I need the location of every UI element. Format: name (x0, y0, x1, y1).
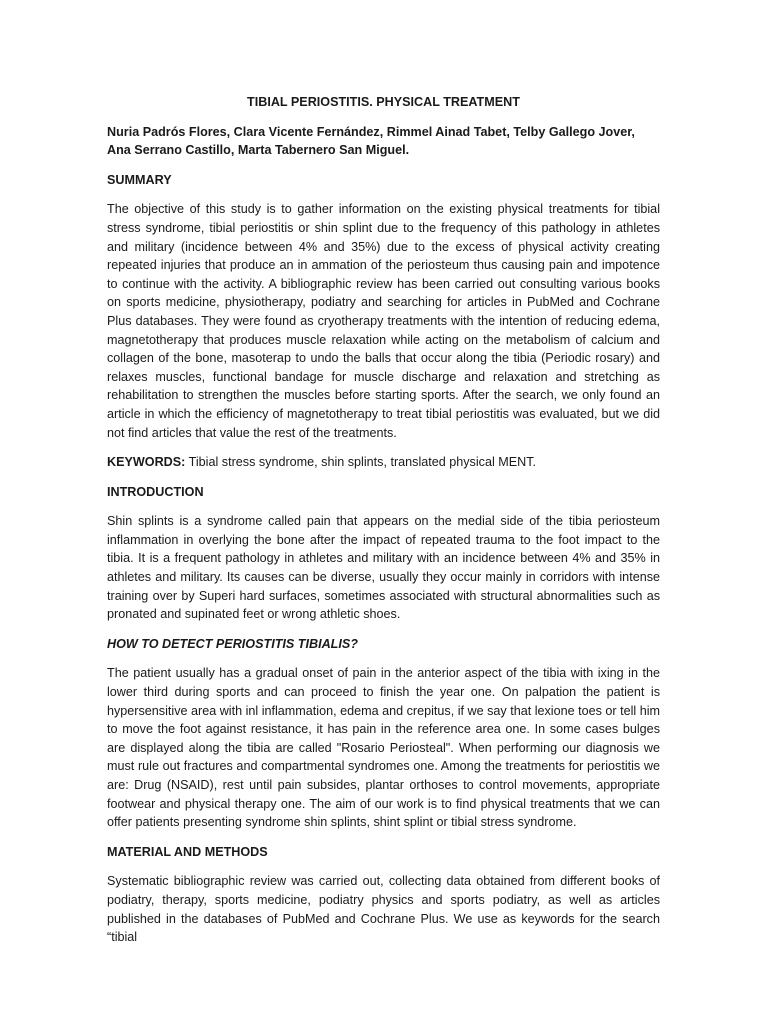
authors-line: Nuria Padrós Flores, Clara Vicente Fernández, Rimmel Ainad Tabet, Telby Gallego Jover, Ana Serrano Castillo, Marta Tabernero San Miguel. (107, 124, 635, 158)
methods-paragraph: Systematic bibliographic review was carried out, collecting data obtained from different books of podiatry, therapy, sports medicine, podiatry physics and sports podiatry, as well as articles published in the databases of PubMed and Cochrane Plus. We use as keywords for the search “tibial (107, 874, 660, 945)
keywords-text: Tibial stress syndrome, shin splints, translated physical MENT. (185, 455, 537, 470)
detect-heading: HOW TO DETECT PERIOSTITIS TIBIALIS? (107, 636, 358, 651)
introduction-heading: INTRODUCTION (107, 484, 204, 499)
summary-paragraph: The objective of this study is to gather information on the existing physical treatments for tibial stress syndrome, tibial periostitis or shin splint due to the frequency of this pathology in athletes and military (incidence between 4% and 35%) due to the excess of physical activity creating repeated injuries that produce an in ammation of the periosteum thus causing pain and impotence to continue with the activity. A bibliographic review has been carried out consulting various books on sports medicine, physiotherapy, podiatry and searching for articles in PubMed and Cochrane Plus databases. They were found as cryotherapy treatments with the intention of reducing edema, magnetotherapy that produces muscle relaxation while acting on the metabolism of calcium and collagen of the bone, masoterap to undo the balls that occur along the tibia (Periodic rosary) and relaxes muscles, functional bandage for muscle discharge and relaxation and stretching as rehabilitation to strengthen the muscles before starting sports. After the search, we only found an article in which the efficiency of magnetotherapy to treat tibial periostitis was evaluated, but we did not find articles that value the rest of the treatments. (107, 202, 660, 440)
summary-heading: SUMMARY (107, 172, 172, 187)
keywords-line (107, 453, 660, 472)
keywords-label: KEYWORDS: (107, 455, 186, 470)
methods-heading: MATERIAL AND METHODS (107, 844, 268, 859)
introduction-paragraph: Shin splints is a syndrome called pain that appears on the medial side of the tibia periosteum inflammation in overlying the bone after the impact of repeated trauma to the foot impact to the tibia. It is a frequent pathology in athletes and military with an incidence between 4% and 35% in athletes and military. Its causes can be diverse, usually they occur mainly in corridors with intense training over by Superi hard surfaces, sometimes associated with structural abnormalities such as pronated and supinated feet or wrong athletic shoes. (107, 514, 660, 622)
detect-paragraph: The patient usually has a gradual onset of pain in the anterior aspect of the tibia with ixing in the lower third during sports and can proceed to finish the year one. On palpation the patient is hypersensitive area with inl inflammation, edema and crepitus, if we say that lexione toes or tell him to move the foot against resistance, it has pain in the reference area one. In some cases bulges are displayed along the tibia are called "Rosario Periosteal". When performing our diagnosis we must rule out fractures and compartmental syndromes one. Among the treatments for periostitis we are: Drug (NSAID), rest until pain subsides, plantar orthoses to control movements, appropriate footwear and physical therapy one. The aim of our work is to find physical treatments that we can offer patients presenting syndrome shin splints, shint splint or tibial stress syndrome. (107, 666, 660, 830)
document-content (107, 93, 660, 958)
document-title: TIBIAL PERIOSTITIS. PHYSICAL TREATMENT (247, 95, 520, 109)
